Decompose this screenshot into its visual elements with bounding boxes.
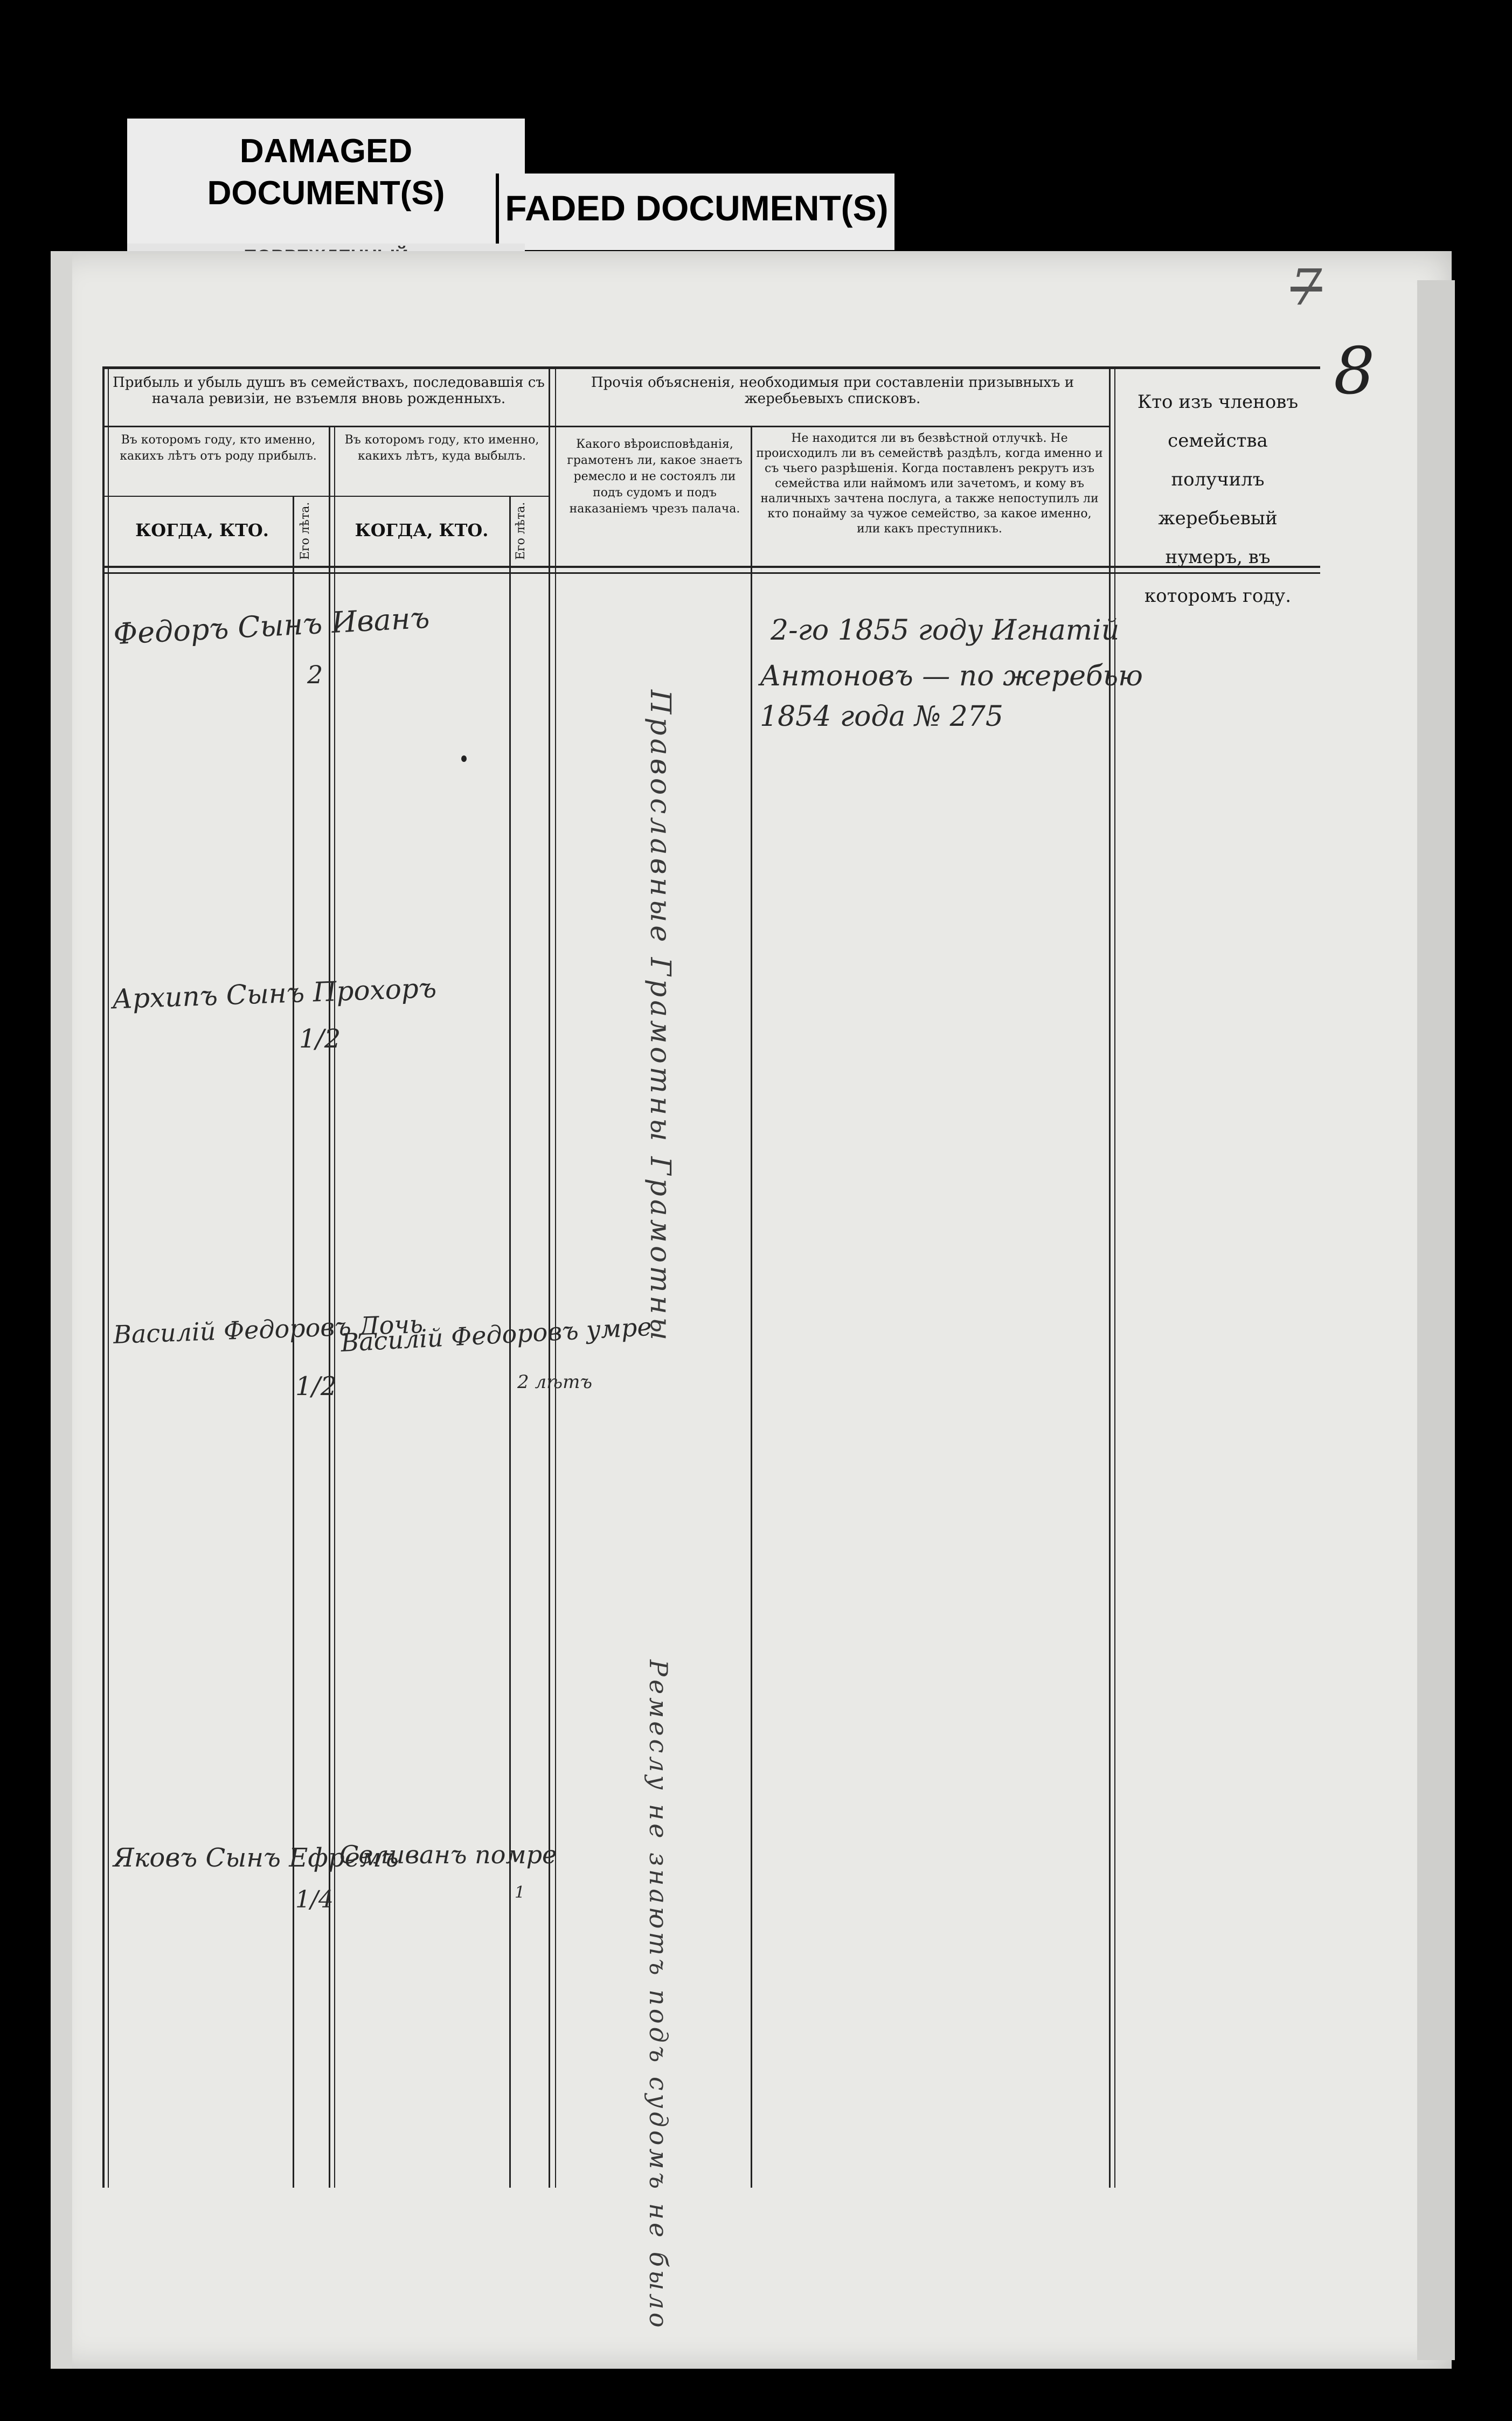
entry-4-departed: Селиванъ помре xyxy=(339,1840,557,1869)
col-line-left-2 xyxy=(108,366,109,2188)
vertical-note-trade: Ремеслу не знаютъ подъ судомъ не было xyxy=(644,1660,673,2331)
entry-3-departed: Василій Федоровъ умре xyxy=(339,1312,653,1358)
entry-2-arrived-age: 1/2 xyxy=(299,1024,341,1054)
col-line-left xyxy=(102,366,105,2188)
header-when-who-2: КОГДА, КТО. xyxy=(355,520,489,540)
entry-3-arrived: Василій Федоровъ Дочь xyxy=(113,1309,424,1350)
header-age-1: Его лѣта. xyxy=(299,502,312,560)
entry-2-arrived: Архипъ Сынъ Прохоръ xyxy=(112,972,438,1015)
col-line-main-b xyxy=(555,366,556,2188)
header-group2-sub2: Не находится ли въ безвѣстной отлучкѣ. Не происходилъ ли въ семействѣ раздѣлъ, когда именно и съ чьего разрѣшенія. Когда поставленъ рекрутъ изъ семейства или наймомъ или зачетомъ, и кому въ наличныхъ зачтена послуга, а также непоступилъ ли кто понайму за чужое семейство, за какое именно, или какъ преступникъ. xyxy=(756,432,1103,536)
col-line-mid1 xyxy=(329,426,330,2188)
header-rule-1 xyxy=(102,426,1110,427)
header-group1-sub2: Въ которомъ году, кто именно, какихъ лѣтъ, куда выбылъ. xyxy=(344,433,539,463)
folio-number: 8 xyxy=(1334,334,1375,409)
recruit-note-line1: 2-го 1855 году Игнатій xyxy=(771,614,1120,647)
faded-document-label: FADED DOCUMENT(S) xyxy=(496,174,894,250)
header-group2: Прочія объясненія, необходимыя при составленіи призывныхъ и жеребьевыхъ списковъ. xyxy=(591,374,1074,407)
col-line-mid1b xyxy=(334,426,335,2188)
entry-3-departed-age: 2 лѣтъ xyxy=(517,1371,592,1393)
entry-3-arrived-age: 1/2 xyxy=(295,1371,337,1402)
entry-1-arrived: Федоръ Сынъ Иванъ xyxy=(112,600,431,651)
col-line-sub2 xyxy=(751,426,752,2188)
ink-dot xyxy=(461,755,467,762)
recruit-note-line2: Антоновъ — по жеребью xyxy=(760,660,1143,692)
entry-4-arrived-age: 1/4 xyxy=(295,1886,334,1913)
recruit-note-line3: 1854 года № 275 xyxy=(760,700,1003,733)
entry-4-departed-age: 1 xyxy=(515,1883,525,1902)
entry-1-arrived-age: 2 xyxy=(307,660,323,689)
page-binding-fold xyxy=(51,251,72,2369)
folio-crossed: 7 xyxy=(1291,259,1322,316)
header-group3: Кто изъ членовъ семейства получилъ жеребьевый нумеръ, въ которомъ году. xyxy=(1137,391,1299,607)
header-group2-sub1: Какого вѣроисповѣданія, грамотенъ ли, какое знаетъ ремесло и не состоялъ ли подъ судомъ и подъ наказаніемъ чрезъ палача. xyxy=(567,438,743,516)
header-when-who-1: КОГДА, КТО. xyxy=(135,520,269,540)
header-group1-sub1: Въ которомъ году, кто именно, какихъ лѣтъ отъ роду прибылъ. xyxy=(120,433,317,463)
damaged-document-label: DAMAGED DOCUMENT(S) xyxy=(127,119,525,253)
header-group1: Прибыль и убыль душъ въ семействахъ, последовавшія съ начала ревизіи, не взъемля вновь рожденныхъ. xyxy=(113,374,545,407)
col-line-main xyxy=(549,366,550,2188)
page-right-edge xyxy=(1417,280,1455,2360)
header-subrule xyxy=(102,496,550,497)
header-age-2: Его лѣта. xyxy=(514,502,528,560)
entry-4-arrived: Яковъ Сынъ Ефремъ xyxy=(113,1843,399,1873)
vertical-note-religion: Православные Грамотны Грамотны xyxy=(644,690,676,1344)
table-top-rule xyxy=(102,366,1320,369)
